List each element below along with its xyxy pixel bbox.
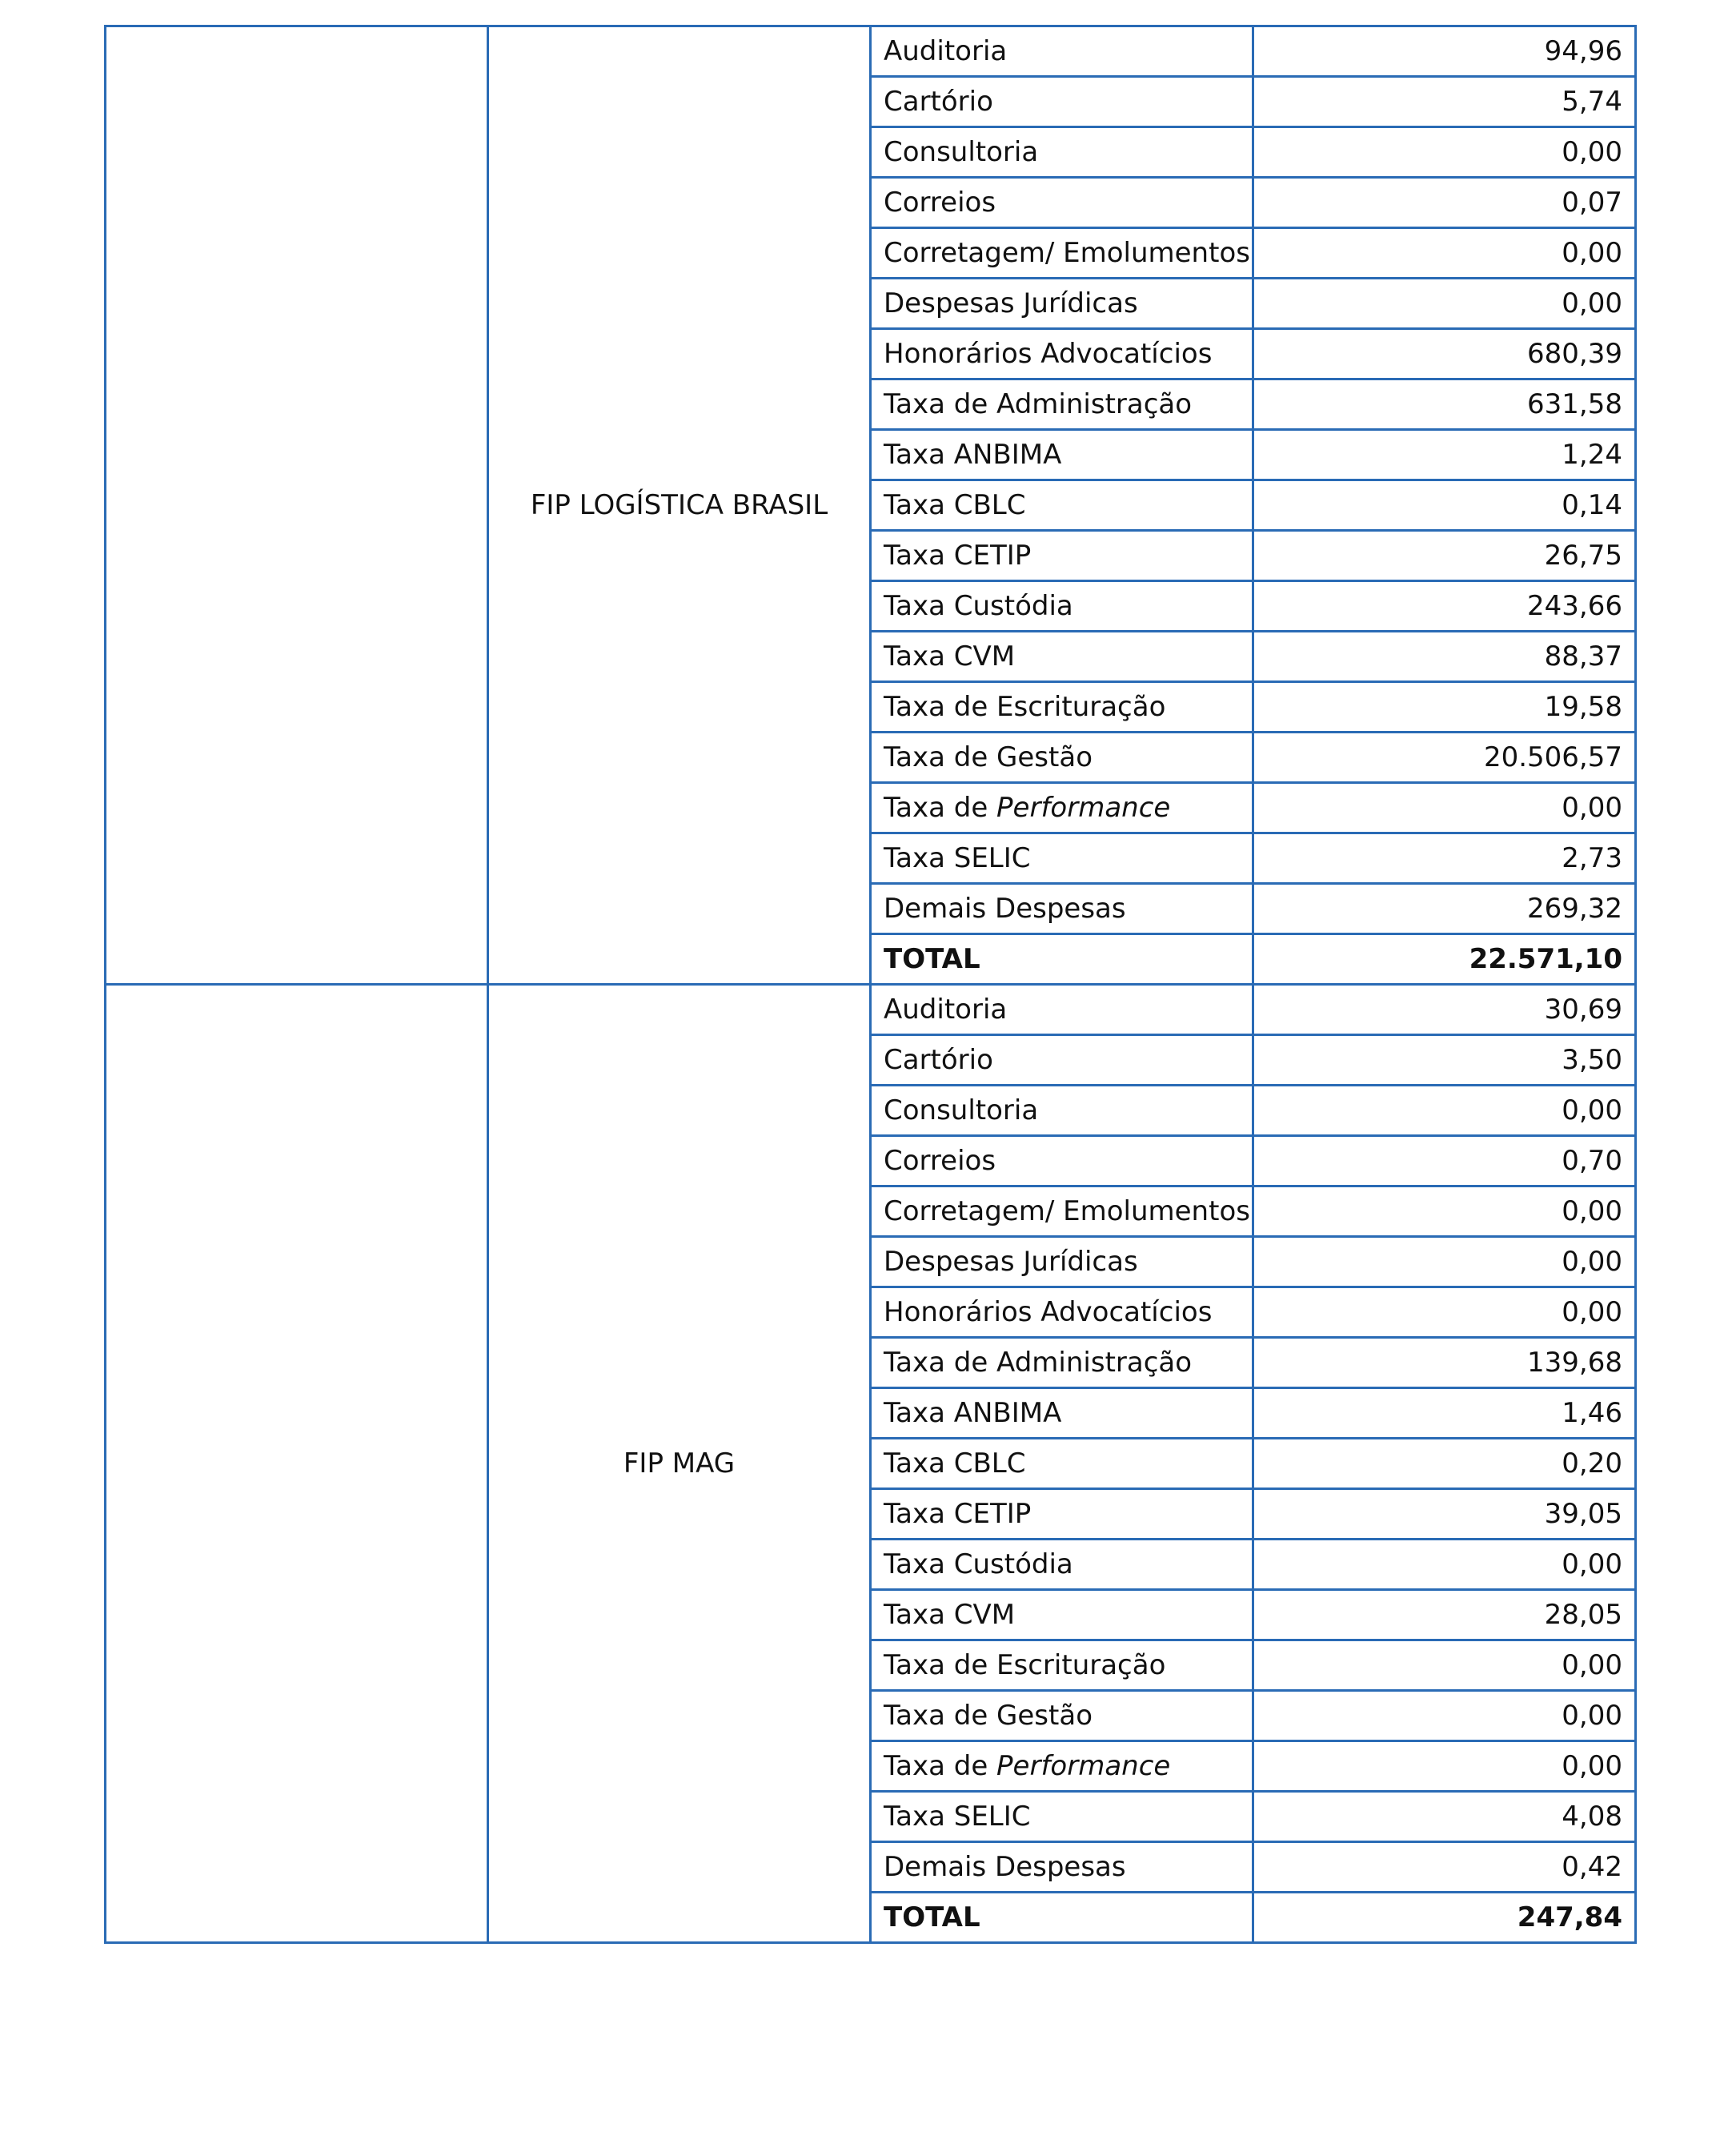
expense-value: 0,00 <box>1253 1540 1636 1590</box>
expense-value: 0,00 <box>1253 1086 1636 1136</box>
expense-value: 0,00 <box>1253 127 1636 178</box>
expense-label-italic: Performance <box>996 792 1171 824</box>
expense-label-text: Taxa de Gestão <box>884 1700 1093 1732</box>
expense-label <box>871 1338 1253 1388</box>
expense-label-text: Auditoria <box>884 994 1008 1026</box>
expense-value: 1,46 <box>1253 1388 1636 1439</box>
expense-label <box>871 682 1253 733</box>
expense-label-text: Taxa de Administração <box>884 388 1193 420</box>
expense-label <box>871 531 1253 581</box>
expense-value: 0,00 <box>1253 228 1636 279</box>
expense-value: 3,50 <box>1253 1035 1636 1086</box>
expense-value: 243,66 <box>1253 581 1636 632</box>
expense-label-text: Honorários Advocatícios <box>884 1296 1213 1328</box>
expense-value: 0,14 <box>1253 480 1636 531</box>
table-row <box>106 26 1636 77</box>
expense-label <box>871 228 1253 279</box>
expense-label-text: Taxa de Escrituração <box>884 691 1166 723</box>
expense-value: 1,24 <box>1253 430 1636 480</box>
expense-label-text: Consultoria <box>884 136 1039 168</box>
expense-label-text: Cartório <box>884 1044 993 1076</box>
expense-label-text: Correios <box>884 187 996 219</box>
expense-label-text: Taxa de Gestão <box>884 741 1093 773</box>
expense-label-text: Taxa de Administração <box>884 1347 1193 1379</box>
expense-label-text: Taxa SELIC <box>884 842 1031 874</box>
expense-label <box>871 1439 1253 1489</box>
expense-label-text: Taxa SELIC <box>884 1801 1031 1833</box>
expense-label-text: Taxa ANBIMA <box>884 439 1062 471</box>
expense-label <box>871 733 1253 783</box>
expense-label-text: Auditoria <box>884 35 1008 67</box>
expense-value: 39,05 <box>1253 1489 1636 1540</box>
expense-label <box>871 379 1253 430</box>
expense-label <box>871 1741 1253 1792</box>
expense-label <box>871 1237 1253 1287</box>
expense-value: 5,74 <box>1253 77 1636 127</box>
expense-label-text: Taxa Custódia <box>884 590 1073 622</box>
total-label: TOTAL <box>871 1893 1253 1943</box>
expense-value: 30,69 <box>1253 985 1636 1035</box>
expense-value: 0,70 <box>1253 1136 1636 1186</box>
expense-label-text: Demais Despesas <box>884 1851 1126 1883</box>
expense-value: 0,00 <box>1253 279 1636 329</box>
expense-value: 0,42 <box>1253 1842 1636 1893</box>
expense-label <box>871 430 1253 480</box>
expense-label-text: Taxa Custódia <box>884 1548 1073 1580</box>
expense-value: 0,00 <box>1253 1186 1636 1237</box>
expenses-table <box>104 25 1637 1944</box>
expense-value: 680,39 <box>1253 329 1636 379</box>
expense-value: 26,75 <box>1253 531 1636 581</box>
expense-value: 0,00 <box>1253 1741 1636 1792</box>
expense-label-text: Taxa CVM <box>884 640 1016 672</box>
total-label: TOTAL <box>871 934 1253 985</box>
expense-label <box>871 1792 1253 1842</box>
expense-value: 0,20 <box>1253 1439 1636 1489</box>
blank-cell <box>106 985 488 1943</box>
expense-label-text: Taxa CVM <box>884 1599 1016 1631</box>
expense-label-text: Taxa de <box>884 792 997 824</box>
expense-value: 269,32 <box>1253 884 1636 934</box>
expense-label <box>871 581 1253 632</box>
expense-label <box>871 1136 1253 1186</box>
expense-value: 28,05 <box>1253 1590 1636 1640</box>
expense-value: 4,08 <box>1253 1792 1636 1842</box>
fund-name: FIP LOGÍSTICA BRASIL <box>488 26 871 985</box>
expense-value: 0,00 <box>1253 1237 1636 1287</box>
expense-value: 0,00 <box>1253 1287 1636 1338</box>
total-value: 22.571,10 <box>1253 934 1636 985</box>
fund-name: FIP MAG <box>488 985 871 1943</box>
expense-label-text: Corretagem/ Emolumentos <box>884 1195 1250 1227</box>
expense-label-text: Taxa de Escrituração <box>884 1649 1166 1681</box>
expense-value: 0,00 <box>1253 783 1636 833</box>
expense-label-text: Correios <box>884 1145 996 1177</box>
expense-label <box>871 329 1253 379</box>
expense-label <box>871 178 1253 228</box>
expense-value: 0,07 <box>1253 178 1636 228</box>
expense-label <box>871 1035 1253 1086</box>
total-value: 247,84 <box>1253 1893 1636 1943</box>
expense-label <box>871 1540 1253 1590</box>
expense-label <box>871 1842 1253 1893</box>
expense-label <box>871 1086 1253 1136</box>
expense-value: 2,73 <box>1253 833 1636 884</box>
expense-label-text: Honorários Advocatícios <box>884 338 1213 370</box>
expense-label-text: Taxa CETIP <box>884 540 1032 572</box>
expense-label-italic: Performance <box>996 1750 1171 1782</box>
expense-value: 0,00 <box>1253 1640 1636 1691</box>
expense-label <box>871 884 1253 934</box>
expense-label <box>871 77 1253 127</box>
expense-label <box>871 26 1253 77</box>
expense-value: 19,58 <box>1253 682 1636 733</box>
expense-label <box>871 1640 1253 1691</box>
expenses-table-body <box>106 26 1636 1943</box>
expense-label-text: Consultoria <box>884 1094 1039 1126</box>
expense-label <box>871 783 1253 833</box>
expense-label-text: Despesas Jurídicas <box>884 1246 1138 1278</box>
expense-label-text: Taxa ANBIMA <box>884 1397 1062 1429</box>
expense-label <box>871 985 1253 1035</box>
expense-value: 94,96 <box>1253 26 1636 77</box>
expense-label-text: Taxa CBLC <box>884 1447 1026 1479</box>
expense-value: 88,37 <box>1253 632 1636 682</box>
expense-label <box>871 1287 1253 1338</box>
expense-label <box>871 632 1253 682</box>
expense-value: 20.506,57 <box>1253 733 1636 783</box>
expense-label <box>871 279 1253 329</box>
expense-label <box>871 1489 1253 1540</box>
expense-label <box>871 480 1253 531</box>
expense-label <box>871 1186 1253 1237</box>
expense-label-text: Taxa CETIP <box>884 1498 1032 1530</box>
expense-label <box>871 127 1253 178</box>
expense-label <box>871 1691 1253 1741</box>
expense-value: 631,58 <box>1253 379 1636 430</box>
expense-label-text: Taxa de <box>884 1750 997 1782</box>
expense-value: 0,00 <box>1253 1691 1636 1741</box>
expense-label <box>871 1590 1253 1640</box>
expense-label-text: Cartório <box>884 86 993 118</box>
table-row <box>106 985 1636 1035</box>
expense-label <box>871 833 1253 884</box>
expense-label-text: Taxa CBLC <box>884 489 1026 521</box>
expense-label-text: Demais Despesas <box>884 893 1126 925</box>
expense-value: 139,68 <box>1253 1338 1636 1388</box>
expense-label-text: Despesas Jurídicas <box>884 287 1138 319</box>
expense-label <box>871 1388 1253 1439</box>
blank-cell <box>106 26 488 985</box>
expense-label-text: Corretagem/ Emolumentos <box>884 237 1250 269</box>
